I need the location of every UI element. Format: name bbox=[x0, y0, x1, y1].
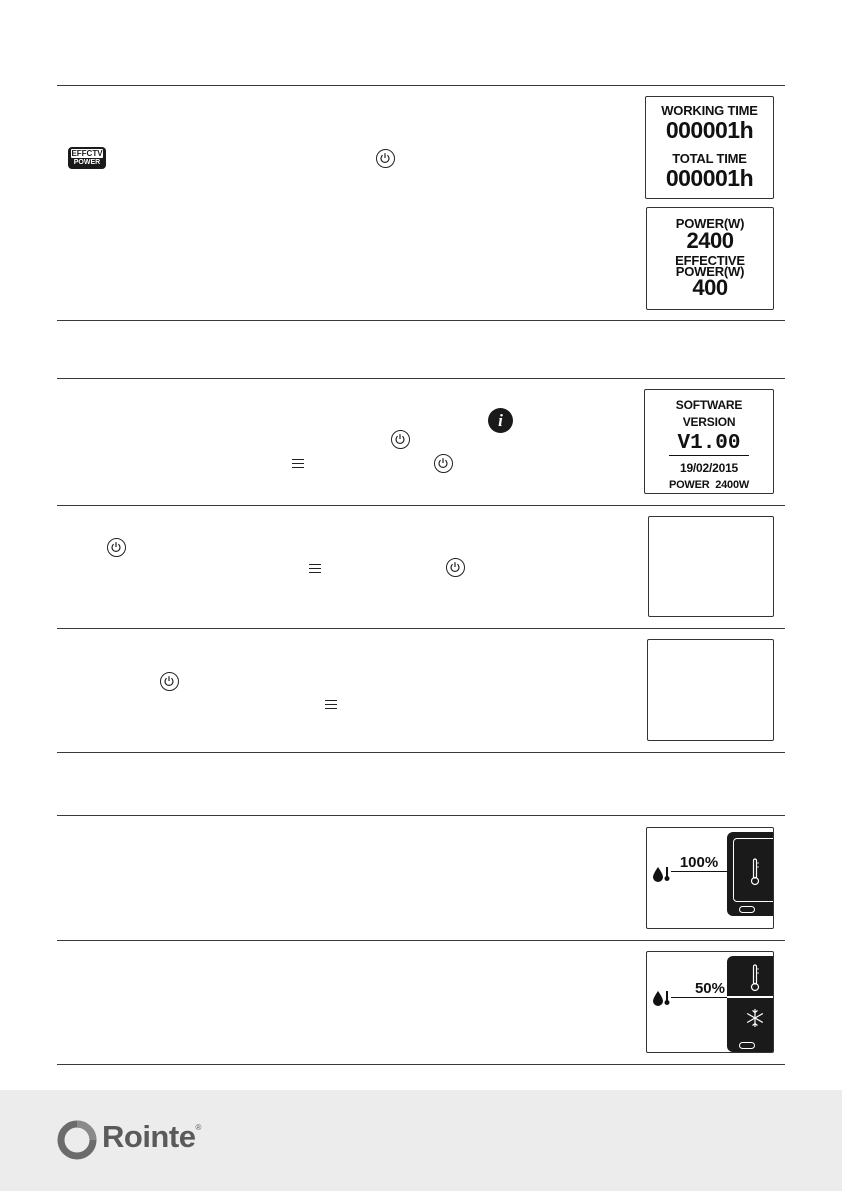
power-icon bbox=[160, 672, 179, 691]
menu-icon bbox=[325, 700, 337, 709]
effective-power-icon bbox=[68, 147, 106, 169]
divider bbox=[57, 320, 785, 321]
version-label: VERSION bbox=[682, 415, 736, 429]
menu-icon bbox=[309, 564, 321, 573]
snowflake-icon bbox=[745, 1008, 765, 1028]
divider bbox=[57, 505, 785, 506]
thermometer-icon bbox=[750, 858, 760, 886]
thermometer-icon bbox=[750, 964, 760, 992]
total-time-label: TOTAL TIME bbox=[672, 151, 747, 166]
effective-power-value: 400 bbox=[692, 275, 728, 300]
version-value: V1.00 bbox=[669, 433, 749, 456]
humidity-icon bbox=[652, 990, 672, 1006]
display-humidity-100 bbox=[646, 827, 774, 929]
software-power: POWER 2400W bbox=[668, 479, 750, 491]
rointe-logo bbox=[102, 1119, 201, 1155]
divider bbox=[57, 628, 785, 629]
badge-line2: POWER bbox=[73, 159, 101, 166]
display-power bbox=[646, 207, 774, 310]
total-time-value: 000001h bbox=[665, 165, 754, 191]
power-icon bbox=[376, 149, 395, 168]
display-software-version bbox=[644, 389, 774, 494]
badge-line1: EFFCTV bbox=[71, 149, 103, 158]
info-icon bbox=[488, 408, 513, 433]
divider bbox=[57, 378, 785, 379]
divider bbox=[57, 940, 785, 941]
humidity-percent: 100% bbox=[671, 854, 727, 872]
appliance-panel bbox=[727, 956, 774, 1052]
divider bbox=[57, 1064, 785, 1065]
power-icon bbox=[434, 454, 453, 473]
info-icon-glyph: i bbox=[498, 411, 503, 430]
power-icon bbox=[446, 558, 465, 577]
software-date: 19/02/2015 bbox=[679, 461, 739, 475]
power-icon bbox=[391, 430, 410, 449]
display-blank bbox=[648, 516, 774, 617]
menu-icon bbox=[292, 459, 304, 468]
display-humidity-50 bbox=[646, 951, 774, 1053]
power-icon bbox=[107, 538, 126, 557]
humidity-percent: 50% bbox=[671, 980, 727, 998]
effective-label: EFFECTIVE bbox=[675, 253, 745, 268]
working-time-label: WORKING TIME bbox=[661, 103, 758, 118]
display-working-time bbox=[645, 96, 774, 199]
rointe-logo-icon bbox=[56, 1119, 98, 1161]
software-label: SOFTWARE bbox=[675, 398, 743, 412]
humidity-icon bbox=[652, 866, 672, 882]
logo-mark: ® bbox=[195, 1123, 201, 1132]
working-time-value: 000001h bbox=[665, 117, 754, 143]
display-blank bbox=[647, 639, 774, 741]
divider bbox=[57, 815, 785, 816]
effective-power-label: POWER(W) bbox=[675, 264, 745, 279]
appliance-panel bbox=[727, 832, 774, 916]
divider bbox=[57, 752, 785, 753]
divider bbox=[57, 85, 785, 86]
power-value: 2400 bbox=[686, 228, 734, 253]
logo-name: Rointe bbox=[102, 1119, 196, 1154]
power-label: POWER(W) bbox=[675, 216, 745, 231]
